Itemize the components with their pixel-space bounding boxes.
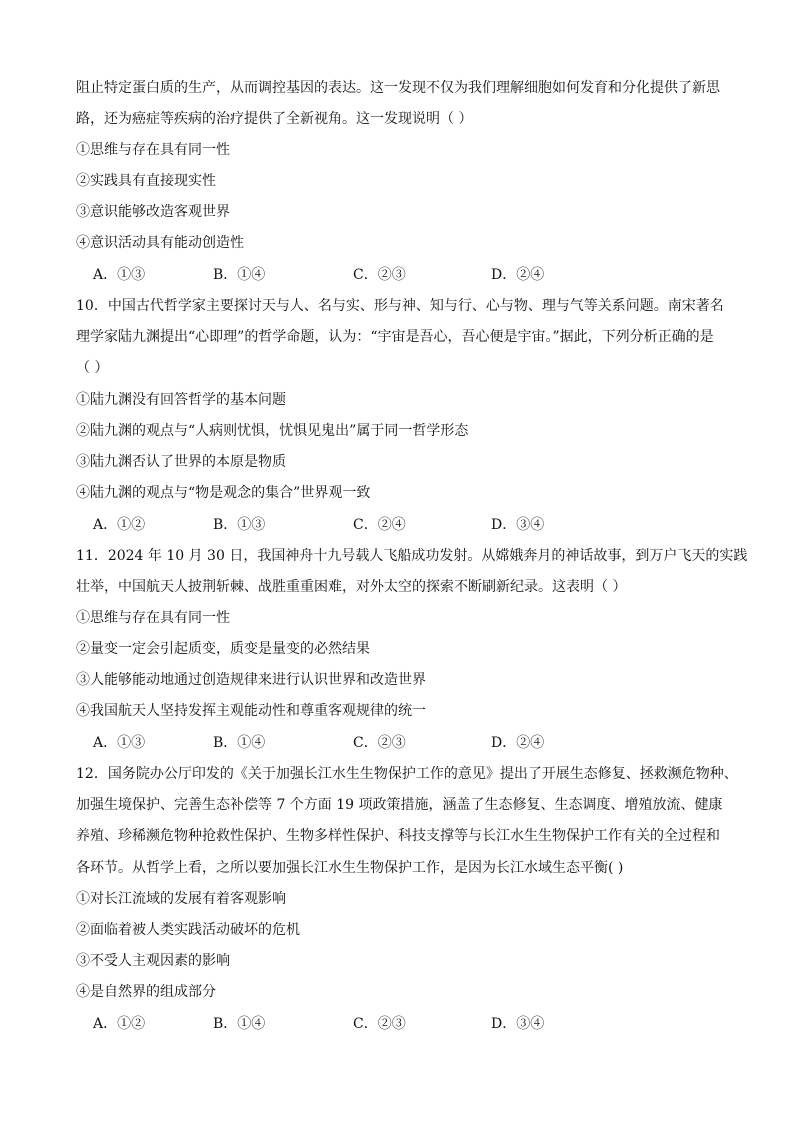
option-b: B．①④ [213, 267, 266, 283]
option-a: A．①② [93, 517, 146, 533]
statement: ④是自然界的组成部分 [76, 984, 216, 1000]
option-b: B．①④ [213, 735, 266, 751]
option-a: A．①③ [93, 267, 146, 283]
statement: ①思维与存在具有同一性 [76, 610, 230, 626]
option-c: C．②④ [353, 517, 406, 533]
statement: ③人能够能动地通过创造规律来进行认识世界和改造世界 [76, 672, 426, 688]
question-text: 阻止特定蛋白质的生产，从而调控基因的表达。这一发现不仅为我们理解细胞如何发育和分化提供了新思 [76, 80, 720, 96]
statement: ②面临着被人类实践活动破坏的危机 [76, 922, 300, 938]
statement: ④意识活动具有能动创造性 [76, 235, 244, 251]
statement: ①陆九渊没有回答哲学的基本问题 [76, 392, 286, 408]
statement: ①思维与存在具有同一性 [76, 142, 230, 158]
statement: ②陆九渊的观点与“人病则忧惧，忧惧见鬼出”属于同一哲学形态 [76, 423, 469, 439]
question-text: 10．中国古代哲学家主要探讨天与人、名与实、形与神、知与行、心与物、理与气等关系问题。南宋著名 [76, 298, 724, 314]
option-a: A．①② [93, 1016, 146, 1032]
statement: ④陆九渊的观点与“物是观念的集合”世界观一致 [76, 485, 371, 501]
question-text: 各环节。从哲学上看，之所以要加强长江水生生物保护工作，是因为长江水域生态平衡( ) [76, 860, 624, 876]
option-b: B．①④ [213, 1016, 266, 1032]
option-d: D．③④ [491, 1016, 545, 1032]
option-c: C．②③ [353, 267, 406, 283]
question-text: 壮举，中国航天人披荆斩棘、战胜重重困难，对外太空的探索不断刷新纪录。这表明（ ） [76, 579, 627, 595]
statement: ③陆九渊否认了世界的本原是物质 [76, 454, 286, 470]
question-text: 理学家陆九渊提出“心即理”的哲学命题，认为：“宇宙是吾心，吾心便是宇宙。”据此，下列分析正确的是 [76, 329, 714, 345]
question-text: 12．国务院办公厅印发的《关于加强长江水生生物保护工作的意见》提出了开展生态修复、拯救濒危物种、 [76, 766, 738, 782]
question-text: 路，还为癌症等疾病的治疗提供了全新视角。这一发现说明（ ） [76, 111, 473, 127]
question-text: 养殖、珍稀濒危物种抢救性保护、生物多样性保护、科技支撑等与长江水生生物保护工作有关的全过程和 [76, 828, 720, 844]
question-text: 加强生境保护、完善生态补偿等 7 个方面 19 项政策措施，涵盖了生态修复、生态调度、增殖放流、健康 [76, 797, 723, 813]
option-c: C．②③ [353, 735, 406, 751]
option-d: D．③④ [491, 517, 545, 533]
option-d: D．②④ [491, 267, 545, 283]
option-d: D．②④ [491, 735, 545, 751]
question-text: （ ） [76, 360, 109, 376]
statement: ③不受人主观因素的影响 [76, 953, 230, 969]
statement: ②量变一定会引起质变，质变是量变的必然结果 [76, 641, 370, 657]
statement: ①对长江流域的发展有着客观影响 [76, 891, 286, 907]
statement: ④我国航天人坚持发挥主观能动性和尊重客观规律的统一 [76, 703, 426, 719]
option-c: C．②③ [353, 1016, 406, 1032]
option-b: B．①③ [213, 517, 266, 533]
option-a: A．①③ [93, 735, 146, 751]
question-text: 11．2024 年 10 月 30 日，我国神舟十九号载人飞船成功发射。从嫦娥奔月的神话故事，到万户飞天的实践 [76, 548, 748, 564]
statement: ②实践具有直接现实性 [76, 173, 216, 189]
statement: ③意识能够改造客观世界 [76, 204, 230, 220]
